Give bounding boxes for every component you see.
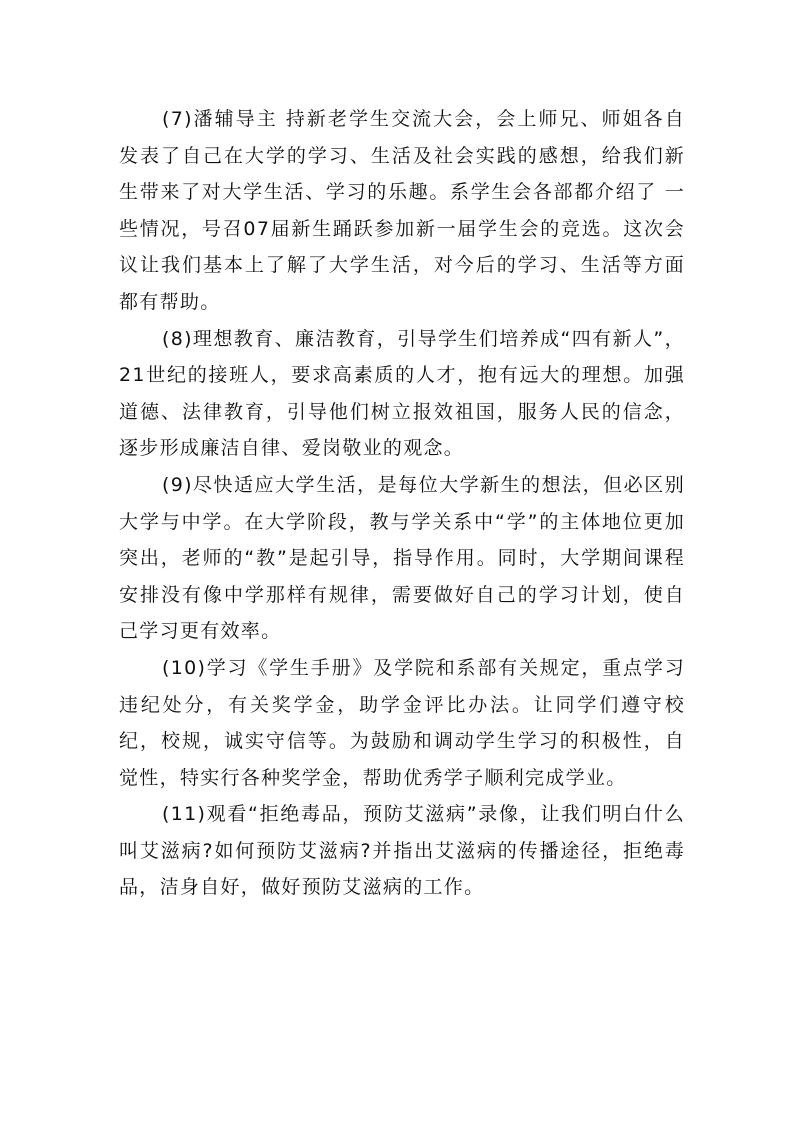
- paragraph-9: (9)尽快适应大学生活，是每位大学新生的想法，但必区别大学与中学。在大学阶段，教与学关系中“学”的主体地位更加突出，老师的“教”是起引导，指导作用。同时，大学期间课程安排没有像中学那样有规律，需要做好自己的学习计划，使自己学习更有效率。: [119, 473, 685, 643]
- paragraph-10: (10)学习《学生手册》及学院和系部有关规定，重点学习违纪处分，有关奖学金，助学金评比办法。让同学们遵守校纪，校规，诚实守信等。为鼓励和调动学生学习的积极性，自觉性，特实行各种奖学金，帮助优秀学子顺利完成学业。: [119, 656, 685, 789]
- paragraph-7: (7)潘辅导主 持新老学生交流大会，会上师兄、师姐各自发表了自己在大学的学习、生活及社会实践的感想，给我们新生带来了对大学生活、学习的乐趣。系学生会各部都介绍了 一些情况，号召07届新生踊跃参加新一届学生会的竞选。这次会议让我们基本上了解了大学生活，对今后的学习、生活等方面都有帮助。: [119, 108, 685, 313]
- paragraph-8: (8)理想教育、廉洁教育，引导学生们培养成“四有新人”，21世纪的接班人，要求高素质的人才，抱有远大的理想。加强道德、法律教育，引导他们树立报效祖国，服务人民的信念，逐步形成廉洁自律、爱岗敬业的观念。: [119, 327, 685, 460]
- paragraph-11: (11)观看“拒绝毒品，预防艾滋病”录像，让我们明白什么叫艾滋病?如何预防艾滋病?并指出艾滋病的传播途径，拒绝毒品，洁身自好，做好预防艾滋病的工作。: [119, 803, 685, 899]
- document-body: [119, 101, 685, 906]
